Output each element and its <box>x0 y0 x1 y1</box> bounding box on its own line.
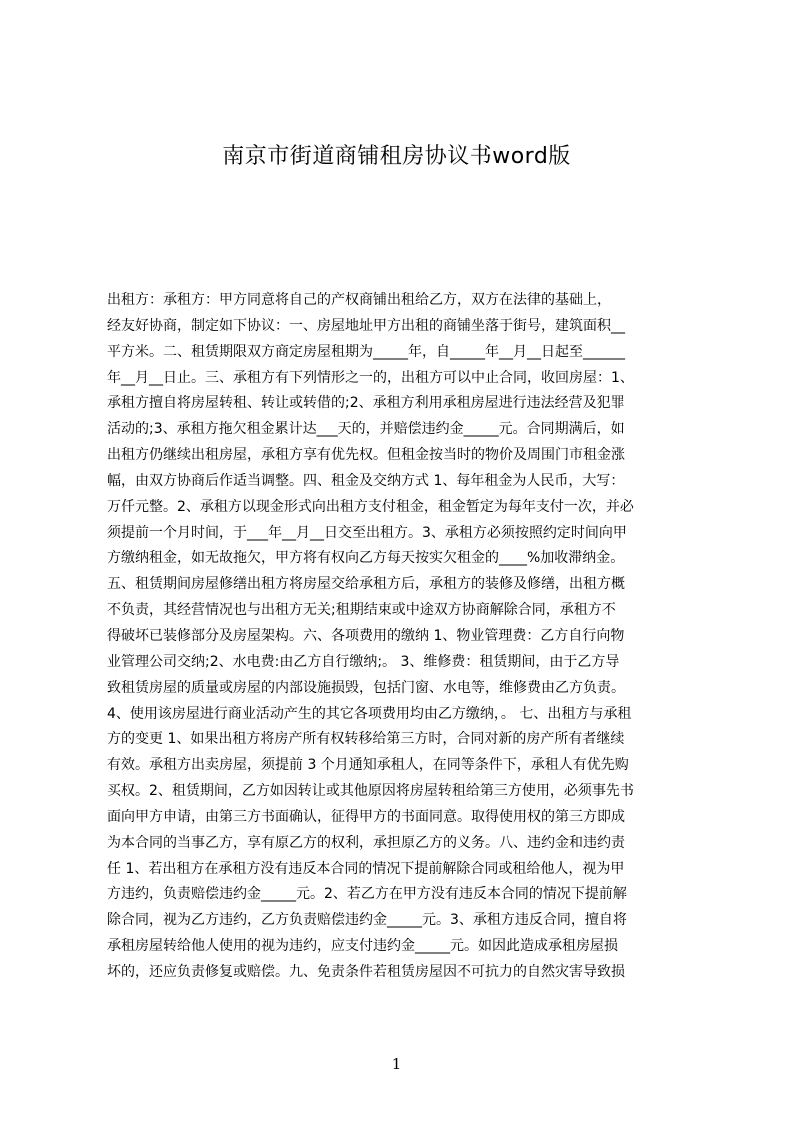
body-line: 幅，由双方协商后作适当调整。四、租金及交纳方式 1、每年租金为人民币，大写： <box>107 472 625 489</box>
body-line: 面向甲方申请，由第三方书面确认，征得甲方的书面同意。取得使用权的第三方即成 <box>107 808 625 825</box>
body-line: 方缴纳租金，如无故拖欠，甲方将有权向乙方每天按实欠租金的____%加收滞纳金。 <box>107 550 625 567</box>
body-line: 除合同，视为乙方违约，乙方负责赔偿违约金_____元。3、承租方违反合同，擅自将 <box>107 912 627 929</box>
body-line: 不负责，其经营情况也与出租方无关;租期结束或中途双方协商解除合同，承租方不 <box>107 602 616 619</box>
body-text <box>107 288 697 1043</box>
body-line: 坏的，还应负责修复或赔偿。九、免责条件若租赁房屋因不可抗力的自然灾害导致损 <box>107 963 625 980</box>
body-line: 任 1、若出租方在承租方没有违反本合同的情况下提前解除合同或租给他人，视为甲 <box>107 860 625 877</box>
body-line: 买权。2、租赁期间，乙方如因转让或其他原因将房屋转租给第三方使用，必须事先书 <box>107 783 634 800</box>
body-line: 致租赁房屋的质量或房屋的内部设施损毁，包括门窗、水电等，维修费由乙方负责。 <box>107 679 625 696</box>
body-line: 承租房屋转给他人使用的视为违约，应支付违约金_____元。如因此造成承租房屋损 <box>107 938 618 955</box>
body-line: 年__月__日止。三、承租方有下列情形之一的，出租方可以中止合同，收回房屋：1、 <box>107 369 634 386</box>
body-line: 须提前一个月时间，于___年__月__日交至出租方。3、承租方必须按照约定时间向甲 <box>107 524 627 541</box>
document-title: 南京市街道商铺租房协议书word版 <box>222 144 571 169</box>
body-line: 经友好协商，制定如下协议：一、房屋地址甲方出租的商铺坐落于街号，建筑面积__ <box>107 317 625 334</box>
body-line: 万仟元整。2、承租方以现金形式向出租方支付租金，租金暂定为每年支付一次，并必 <box>107 498 634 515</box>
body-line: 活动的;3、承租方拖欠租金累计达___天的，并赔偿违约金_____元。合同期满后，如 <box>107 421 625 438</box>
body-line: 4、使用该房屋进行商业活动产生的其它各项费用均由乙方缴纳，。 七、出租方与承租 <box>107 705 632 722</box>
body-line: 业管理公司交纳;2、水电费:由乙方自行缴纳;。 3、维修费：租赁期间，由于乙方导 <box>107 653 620 670</box>
body-line: 平方米。二、租赁期限双方商定房屋租期为_____年，自_____年__月__日起至______ <box>107 343 625 360</box>
body-line: 为本合同的当事乙方，享有原乙方的权利，承担原乙方的义务。八、违约金和违约责 <box>107 834 625 851</box>
body-line: 有效。承租方出卖房屋，须提前 3 个月通知承租人，在同等条件下，承租人有优先购 <box>107 757 629 774</box>
body-line: 五、租赁期间房屋修缮出租方将房屋交给承租方后，承租方的装修及修缮，出租方概 <box>107 576 625 593</box>
body-line: 承租方擅自将房屋转租、转让或转借的;2、承租方利用承租房屋进行违法经营及犯罪 <box>107 395 625 412</box>
body-line: 得破坏已装修部分及房屋架构。六、各项费用的缴纳 1、物业管理费：乙方自行向物 <box>107 627 625 644</box>
page-number: 1 <box>391 1055 402 1073</box>
body-line: 方的变更 1、如果出租方将房产所有权转移给第三方时，合同对新的房产所有者继续 <box>107 731 625 748</box>
body-line: 出租方：承租方：甲方同意将自己的产权商铺出租给乙方，双方在法律的基础上， <box>107 292 611 308</box>
body-line: 方违约，负责赔偿违约金_____元。2、若乙方在甲方没有违反本合同的情况下提前解 <box>107 886 627 903</box>
body-line: 出租方仍继续出租房屋，承租方享有优先权。但租金按当时的物价及周围门市租金涨 <box>107 447 625 464</box>
